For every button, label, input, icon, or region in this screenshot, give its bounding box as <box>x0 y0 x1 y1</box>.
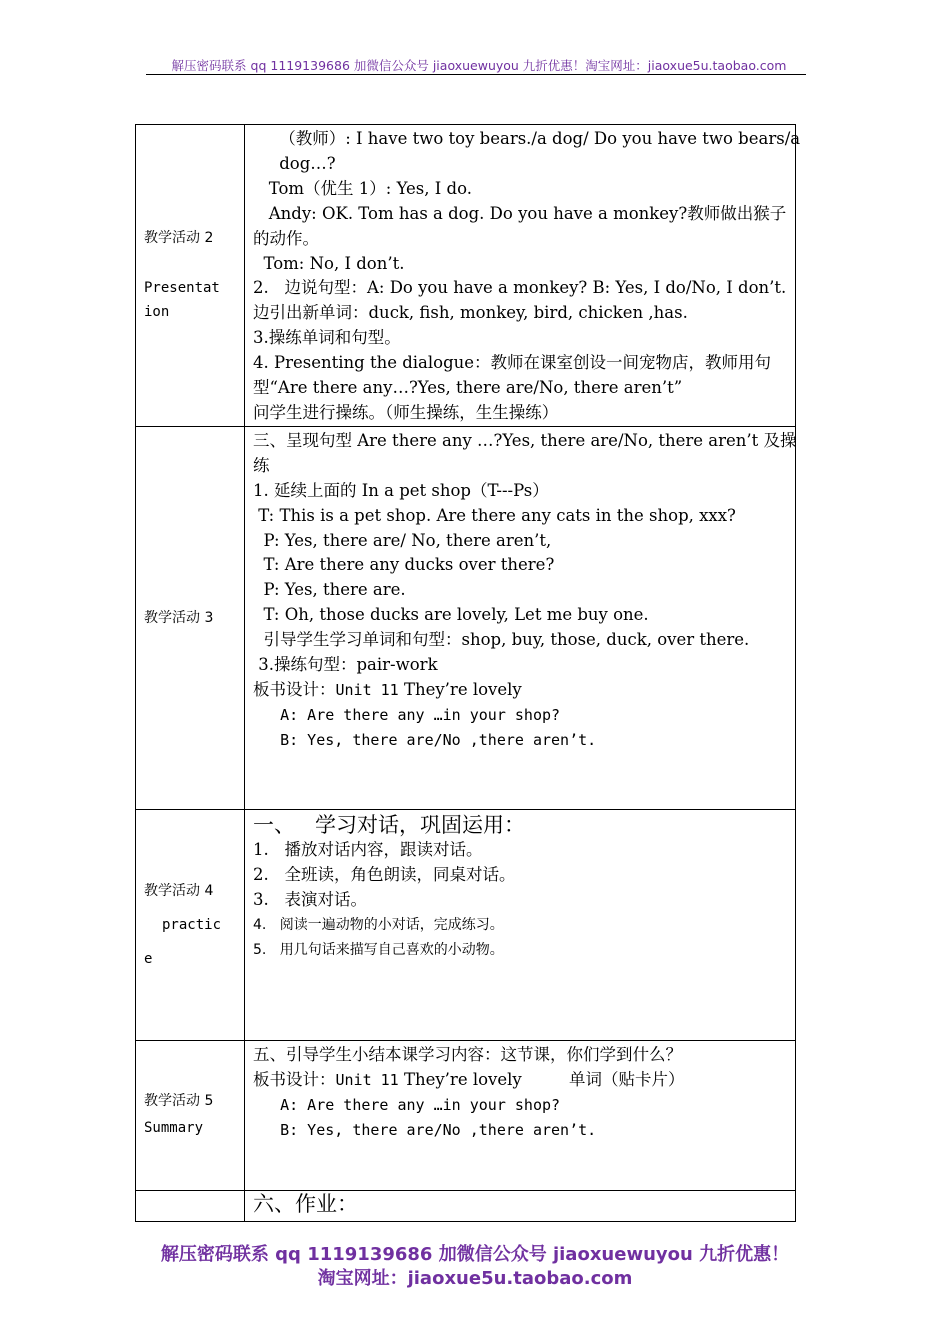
section-heading: 一、 学习对话，巩固运用： <box>253 812 526 837</box>
content-line: 引导学生学习单词和句型：shop, buy, those, duck, over there. <box>253 630 750 650</box>
label-line: practic <box>162 916 222 933</box>
section-heading: 六、作业： <box>253 1191 358 1216</box>
content-line: 1. 播放对话内容，跟读对话。 <box>253 839 483 859</box>
content-line: 问学生进行操练。（师生操练，生生操练） <box>253 402 559 422</box>
lesson-plan-table <box>135 124 801 1222</box>
content-line: 3.操练单词和句型。 <box>253 328 401 348</box>
board-line-a: A: Are there any …in your shop? <box>253 1095 561 1114</box>
table-row-activity-3 <box>136 426 796 809</box>
content-line: 五、引导学生小结本课学习内容：这节课，你们学到什么？ <box>253 1044 682 1064</box>
table-row-activity-4 <box>136 809 796 1040</box>
table-row-homework <box>136 1190 796 1221</box>
row-label-activity-5 <box>136 1040 245 1190</box>
label-line: 教学活动 5 <box>144 1093 214 1110</box>
row-content-activity-4 <box>245 809 796 1040</box>
row-label-activity-2 <box>136 125 245 427</box>
label-line: 教学活动 3 <box>144 609 214 626</box>
content-line: 边引出新单词：duck, fish, monkey, bird, chicken ,has. <box>253 303 688 323</box>
label-line: Summary <box>144 1120 204 1137</box>
row-label-homework <box>136 1190 245 1221</box>
content-line: 3.操练句型：pair-work <box>253 655 438 675</box>
board-prefix: 板书设计： <box>253 1069 336 1089</box>
content-line: 2. 全班读，角色朗读，同桌对话。 <box>253 864 516 884</box>
label-line: Presentat <box>144 280 220 297</box>
content-line: 4. Presenting the dialogue：教师在课室创设一间宠物店，教师用句 <box>253 353 772 373</box>
label-line: 教学活动 4 <box>144 882 214 899</box>
board-prefix: 板书设计： <box>253 679 336 699</box>
content-line: 1. 延续上面的 In a pet shop（T---Ps） <box>253 480 549 500</box>
board-line-b: B: Yes, there are/No ,there aren’t. <box>253 1120 597 1139</box>
header-rule <box>146 74 806 75</box>
content-line: T: Oh, those ducks are lovely, Let me buy one. <box>253 605 649 625</box>
content-line: 3. 表演对话。 <box>253 889 367 909</box>
row-content-activity-2 <box>245 125 801 427</box>
row-content-homework <box>245 1190 796 1221</box>
content-line: 练 <box>253 455 270 475</box>
content-line: P: Yes, there are. <box>253 580 406 600</box>
content-line: T: This is a pet shop. Are there any cats in the shop, xxx? <box>253 505 736 525</box>
label-line: ion <box>144 304 170 321</box>
row-content-activity-5 <box>245 1040 796 1190</box>
content-line: Andy: OK. Tom has a dog. Do you have a monkey?教师做出猴子 <box>253 203 787 223</box>
board-line-a: A: Are there any …in your shop? <box>253 705 561 724</box>
label-line: e <box>144 950 153 967</box>
content-line: 三、呈现句型 Are there any …?Yes, there are/No, there aren’t 及操 <box>253 430 797 450</box>
table-row-activity-2 <box>136 125 796 427</box>
label-line: 教学活动 2 <box>144 230 214 247</box>
footer-watermark-line-2: 淘宝网址：jiaoxue5u.taobao.com <box>317 1268 633 1289</box>
content-line: 型“Are there any…?Yes, there are/No, there aren’t” <box>253 378 683 398</box>
row-label-activity-3 <box>136 426 245 809</box>
board-title: They’re lovely <box>398 679 522 699</box>
content-line: 4. 阅读一遍动物的小对话，完成练习。 <box>253 916 504 933</box>
content-line: 5. 用几句话来描写自己喜欢的小动物。 <box>253 941 504 958</box>
content-line: 2. 边说句型：A: Do you have a monkey? B: Yes, I do/No, I don’t. <box>253 278 787 298</box>
content-line: T: Are there any ducks over there? <box>253 555 555 575</box>
header-watermark: 解压密码联系 qq 1119139686 加微信公众号 jiaoxuewuyou 九折优惠！淘宝网址：jiaoxue5u.taobao.com <box>171 58 787 73</box>
footer-watermark-line-1: 解压密码联系 qq 1119139686 加微信公众号 jiaoxuewuyou 九折优惠！ <box>160 1244 790 1265</box>
content-line: 的动作。 <box>253 228 319 248</box>
row-content-activity-3 <box>245 426 796 809</box>
board-unit: Unit 11 <box>335 680 399 699</box>
board-title: They’re lovely <box>398 1069 522 1089</box>
board-unit: Unit 11 <box>335 1070 399 1089</box>
board-extra: 单词（贴卡片） <box>521 1069 685 1089</box>
content-line: Tom: No, I don’t. <box>253 253 405 273</box>
board-design-title <box>253 678 787 703</box>
content-line: dog…? <box>253 153 336 173</box>
table-row-activity-5 <box>136 1040 796 1190</box>
board-line-b: B: Yes, there are/No ,there aren’t. <box>253 730 597 749</box>
row-label-activity-4 <box>136 809 245 1040</box>
board-design-title <box>253 1068 787 1093</box>
content-line: Tom（优生 1）: Yes, I do. <box>253 178 472 198</box>
content-line: P: Yes, there are/ No, there aren’t, <box>253 530 552 550</box>
content-line: （教师）: I have two toy bears./a dog/ Do you have two bears/a <box>253 129 801 148</box>
